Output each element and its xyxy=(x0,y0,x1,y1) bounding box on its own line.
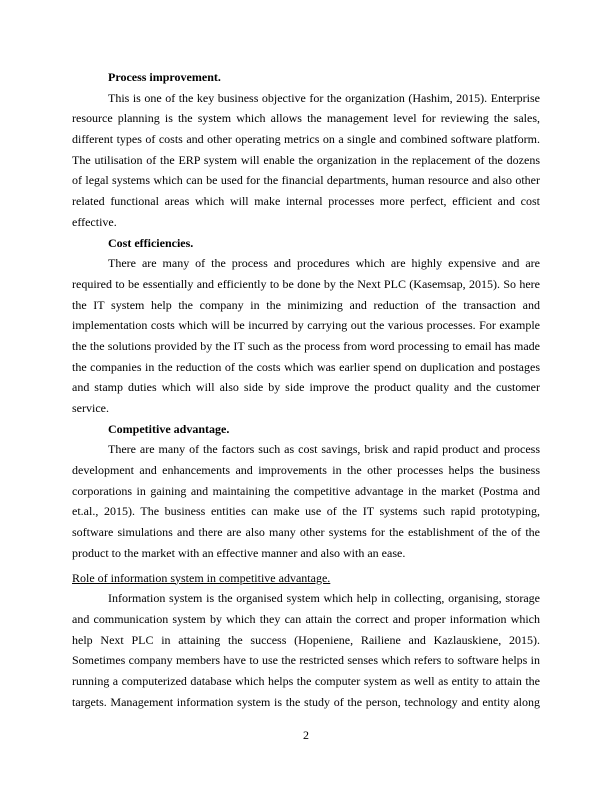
paragraph-line: targets. Management information system is the study of the person, technology and entity along xyxy=(72,694,540,709)
paragraph-line: service. xyxy=(72,401,109,415)
paragraph-line: development and enhancements and improvements in the other processes helps the business xyxy=(72,463,540,478)
section-heading: Cost efficiencies. xyxy=(108,235,194,250)
paragraph-line: Information system is the organised system which help in collecting, organising, storage xyxy=(108,591,540,606)
paragraph-line: software simulations and there are also many other systems for the establishment of the of the xyxy=(72,525,540,540)
paragraph-line: the the solutions provided by the IT such as the process from word processing to email has made xyxy=(72,338,540,353)
section-heading: Competitive advantage. xyxy=(108,421,230,436)
section-heading: Process improvement. xyxy=(108,70,221,84)
paragraph-line: There are many of the factors such as cost savings, brisk and rapid product and process xyxy=(108,442,540,457)
paragraph-line: Sometimes company members have to use the restricted senses which refers to software helps in xyxy=(72,653,540,668)
paragraph-line: required to be essentially and efficiently to be done by the Next PLC (Kasemsap, 2015). So here xyxy=(72,276,540,291)
paragraph-line: of legal systems which can be used for the financial departments, human resource and also other xyxy=(72,173,540,188)
paragraph-line: different types of costs and other operating metrics on a single and combined software platform. xyxy=(72,132,540,147)
paragraph-line: and communication system by which they can attain the correct and proper information which xyxy=(72,611,540,626)
paragraph-line: related functional areas which will make internal processes more perfect, efficient and cost xyxy=(72,194,540,209)
paragraph-line: and stamp duties which will also side by side improve the product quality and the customer xyxy=(72,380,540,395)
paragraph-line: There are many of the process and procedures which are highly expensive and are xyxy=(108,256,540,271)
paragraph-line: running a computerized database which helps the computer system as well as entity to attain the xyxy=(72,673,540,688)
paragraph-line: This is one of the key business objective for the organization (Hashim, 2015). Enterprise xyxy=(108,90,540,105)
page-number: 2 xyxy=(303,728,309,742)
paragraph-line: resource planning is the system which allows the management level for reviewing the sales, xyxy=(72,111,540,126)
role-section-heading: Role of information system in competitive advantage. xyxy=(72,570,331,585)
paragraph-line: et.al., 2015). The business entities can make use of the IT systems such rapid prototyping, xyxy=(72,504,540,519)
paragraph-line: corporations in gaining and maintaining the competitive advantage in the market (Postma and xyxy=(72,483,540,498)
document-page xyxy=(72,67,540,712)
paragraph-line: the companies in the reduction of the costs which was earlier spend on duplication and postages xyxy=(72,359,540,374)
paragraph-line: help Next PLC in attaining the success (Hopeniene, Railiene and Kazlauskiene, 2015). xyxy=(72,632,540,647)
paragraph-line: The utilisation of the ERP system will enable the organization in the replacement of the dozens xyxy=(72,152,540,167)
paragraph-line: the IT system help the company in the minimizing and reduction of the transaction and xyxy=(72,297,540,312)
paragraph-line: effective. xyxy=(72,214,117,229)
paragraph-line: implementation costs which will be incurred by carrying out the various processes. For example xyxy=(72,318,540,333)
paragraph-line: product to the market with an effective manner and also with an ease. xyxy=(72,545,406,560)
